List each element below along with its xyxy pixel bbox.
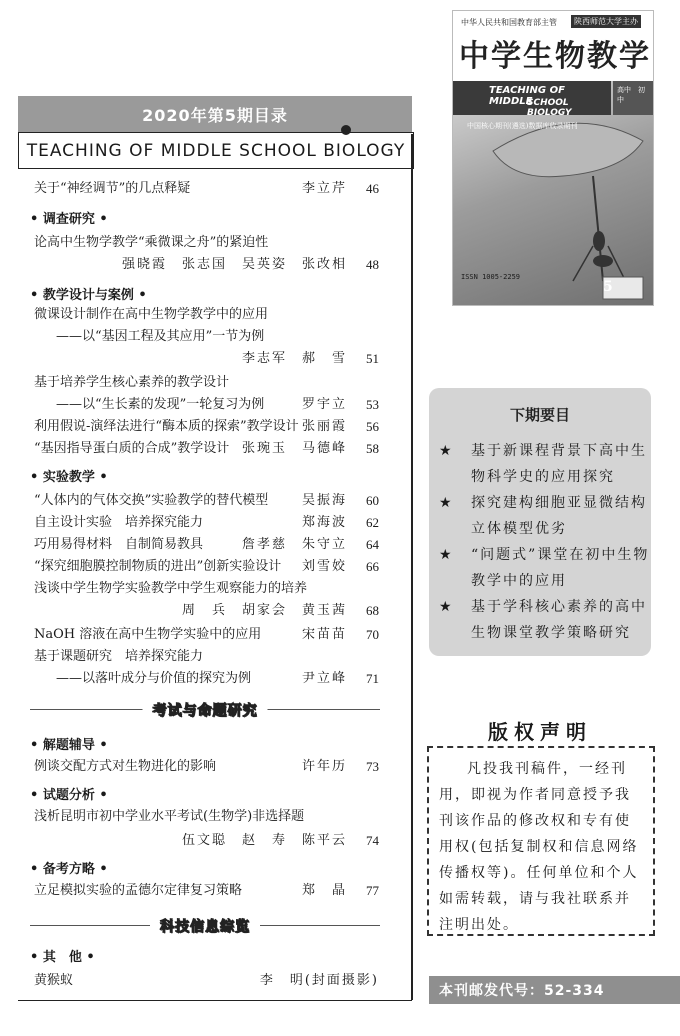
- next-issue-box: 下期要目 ★ 基于新课程背景下高中生物科学史的应用探究 ★ 探究建构细胞亚显微结构立体模型优劣 ★ “问题式”课堂在初中生物教学中的应用 ★ 基于学科核心素养的高中生物课堂教学策略研究: [429, 388, 651, 656]
- copyright-title: 版权声明: [488, 720, 592, 744]
- toc-bottom-rule: [18, 1000, 412, 1001]
- toc-header: 2020年第5期目录: [18, 96, 412, 132]
- toc-right-rule: [411, 134, 413, 1000]
- star-icon: ★: [439, 443, 452, 459]
- cover-org2: 陕西师范大学主办: [571, 15, 641, 28]
- cover-logo: 中学生物教学: [459, 39, 651, 74]
- section-heading: • 试题分析 •: [30, 788, 108, 803]
- star-icon: ★: [439, 547, 452, 563]
- section-heading: • 教学设计与案例 •: [30, 288, 147, 303]
- star-icon: ★: [439, 599, 452, 615]
- title-underline: [18, 168, 412, 169]
- cover-note: 中国核心期刊(遴选)数据库收录期刊: [467, 122, 578, 130]
- section-heading: • 解题辅导 •: [30, 738, 108, 753]
- section-heading: • 备考方略 •: [30, 862, 108, 877]
- cover-issue-number: 5: [603, 279, 613, 295]
- banner-exam-research: 考试与命题研究: [30, 698, 380, 722]
- cover-en-band: TEACHING OF MIDDLE SCHOOL BIOLOGY: [453, 81, 611, 115]
- journal-english-title: TEACHING OF MIDDLE SCHOOL BIOLOGY: [18, 132, 414, 169]
- copyright-text: 凡投我刊稿件，一经刊用，即视为作者同意授予我刊该作品的修改权和专有使用权(包括复制权和信息网络传播权等)。任何单位和个人如需转载，请与我社联系并注明出处。: [439, 761, 639, 933]
- cover-side-label: 高中 初中: [613, 81, 653, 115]
- next-issue-title: 下期要目: [509, 406, 570, 424]
- section-heading: • 其 他 •: [30, 950, 95, 965]
- copyright-box: [427, 746, 655, 936]
- cover-issn: ISSN 1005-2259: [461, 273, 521, 281]
- section-heading: • 实验教学 •: [30, 470, 108, 485]
- banner-tech-info: 科技信息综览: [30, 914, 380, 938]
- cover-org: 中华人民共和国教育部主管: [461, 18, 557, 27]
- cover-image: [452, 10, 654, 306]
- postal-code-bar: 本刊邮发代号：52-334: [429, 976, 680, 1004]
- star-icon: ★: [439, 495, 452, 511]
- section-heading: • 调查研究 •: [30, 212, 108, 227]
